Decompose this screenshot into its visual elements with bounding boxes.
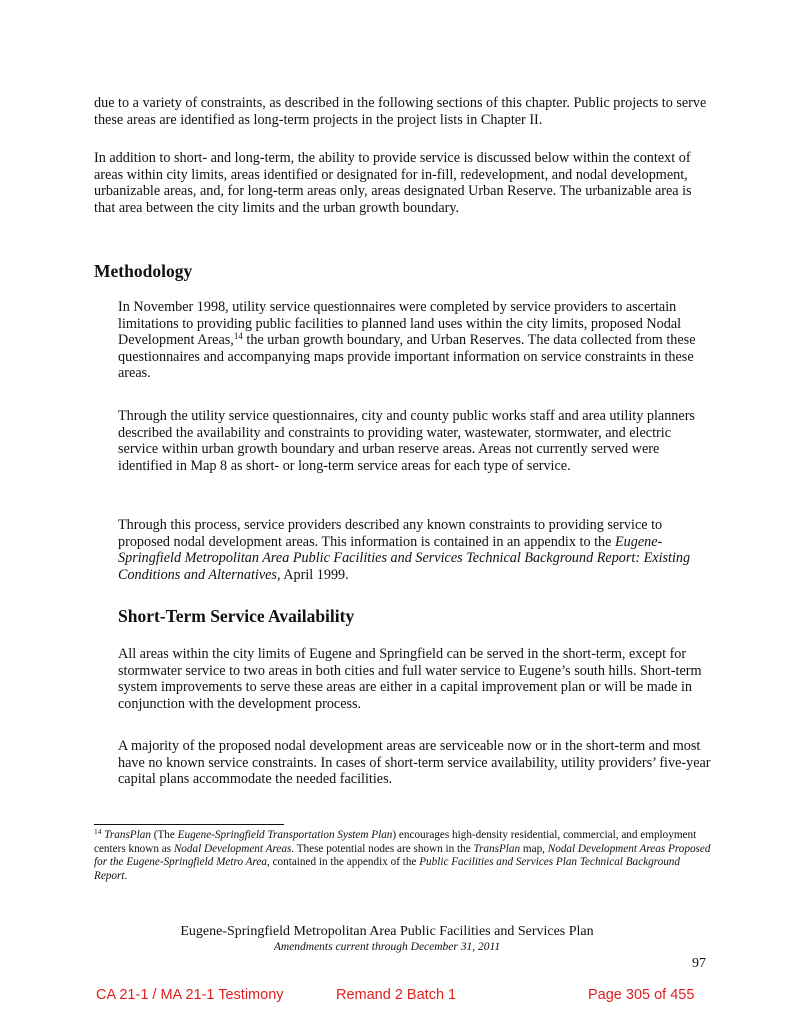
report-title: Eugene-Springfield Metropolitan Area Public Facilities and Services Technical Background Report: Existing Conditions and Alternatives: [118, 533, 691, 583]
short-term-paragraph-1: All areas within the city limits of Eugene and Springfield can be served in the short-term, except for stormwater service to two areas in both cities and full water service to Eugene’s south hills. Short-term system improvements to serve these areas are either in a capital improvement plan or will be made in conjunction with the development process.: [118, 646, 702, 712]
short-term-paragraph-2: A majority of the proposed nodal development areas are serviceable now or in the short-term and most have no known service constraints. In cases of short-term service availability, utility providers’ five-year capital plans accommodate the needed facilities.: [118, 738, 711, 788]
footer-title: Eugene-Springfield Metropolitan Area Public Facilities and Services Plan: [180, 924, 594, 939]
intro-paragraph-1: due to a variety of constraints, as described in the following sections of this chapter. Public projects to serve these areas are identified as long-term projects in the project lists in Chapter II.: [94, 95, 707, 128]
methodology-paragraph-1: In November 1998, utility service questionnaires were completed by service providers to ascertain limitations to providing public facilities to planned land uses within the city limits, proposed Nodal Development Areas,$^{14}$ the urban growth boundary, and Urban Reserves. The data collected from these questionnaires and accompanying maps provide important information on service constraints in these areas.: [118, 299, 696, 382]
footnote-reference[interactable]: 14: [233, 331, 243, 342]
intro-paragraph-2: In addition to short- and long-term, the ability to provide service is discussed below within the context of areas within city limits, areas identified or designated for in-fill, redevelopment, and nodal development, urbanizable areas, and, for long-term areas only, areas designated Urban Reserve. The urbanizable area is that area between the city limits and the urban growth boundary.: [94, 150, 692, 216]
footnote-divider: [94, 824, 284, 825]
stamp-batch: Remand 2 Batch 1: [336, 987, 457, 1003]
page-number: 97: [692, 956, 706, 971]
stamp-page: Page 305 of 455: [588, 987, 695, 1003]
footnote-14: $^{14}$ TransPlan (The Eugene-Springfield Transportation System Plan) encourages high-density residential, commercial, and employment centers known as Nodal Development Areas. These potential nodes are shown in the TransPlan map, Nodal Development Areas Proposed for the Eugene-Springfield Metro Area, contained in the appendix of the Public Facilities and Services Plan Technical Background Report.: [94, 827, 711, 882]
methodology-paragraph-2: Through the utility service questionnaires, city and county public works staff and area utility planners described the availability and constraints to providing water, wastewater, stormwater, and electric service within urban growth boundary and urban reserve areas. Areas not currently served were identified in Map 8 as short- or long-term service areas for each type of service.: [118, 408, 695, 474]
methodology-heading: Methodology: [94, 261, 193, 281]
footer-amendments: Amendments current through December 31, 2011: [273, 941, 501, 953]
methodology-paragraph-3: Through this process, service providers described any known constraints to providing service to proposed nodal development areas. This information is contained in an appendix to the Eugene-Springfield Metropolitan Area Public Facilities and Services Technical Background Report: Existing Conditions and Alternatives, April 1999.: [118, 517, 691, 583]
short-term-heading: Short-Term Service Availability: [118, 606, 355, 626]
stamp-case: CA 21-1 / MA 21-1 Testimony: [96, 987, 284, 1003]
